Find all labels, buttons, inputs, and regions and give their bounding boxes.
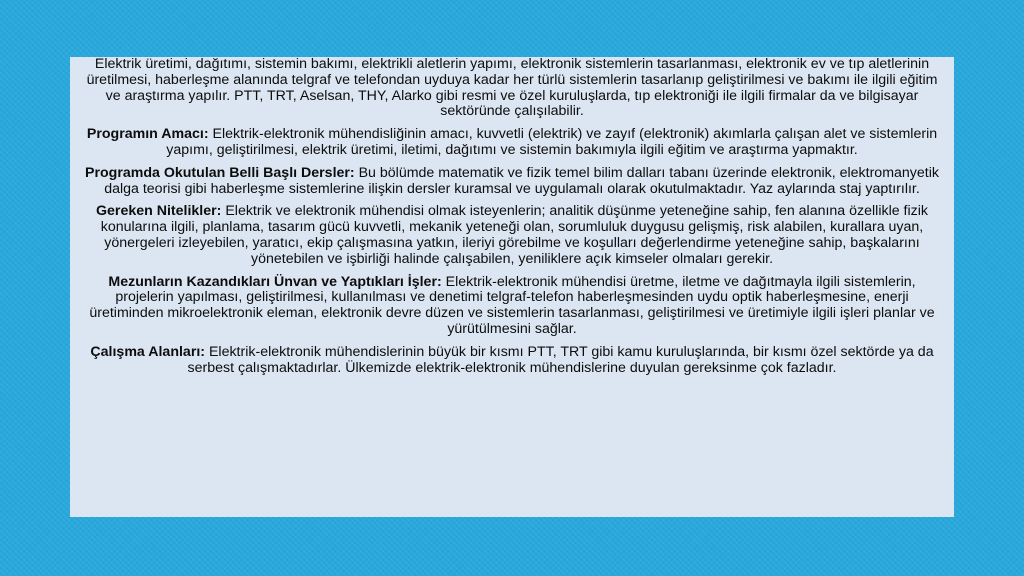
- paragraph-text: Bu bölümde matematik ve fizik temel bilim dalları tabanı üzerinde elektronik, elektromanyetik dalga teorisi gibi haberleşme sistemlerine ilişkin dersler kuramsal ve uygulamalı olarak okutulmaktadır. Yaz aylarında staj yaptırılır.: [104, 164, 939, 197]
- paragraph-text: Elektrik ve elektronik mühendisi olmak isteyenlerin; analitik düşünme yeteneğine sahip, fen alanına özellikle fizik konularına ilgili, planlama, tasarım gücü kuvvetli, mekanik yeteneği olan, sorumluluk duygusu gelişmiş, risk alabilen, kurallara uyan, yönergeleri izleyebilen, yaratıcı, ekip çalışmasına yatkın, ileriyi görebilme ve koşulları değerlendirme yeteneğine sahip, başkalarını yönetebilen ve işbirliği halinde çalışabilen, yeniliklere açık kimseler olmaları gerekir.: [100, 203, 928, 267]
- paragraph-heading: Gereken Nitelikler:: [96, 203, 222, 220]
- intro-paragraph: [78, 57, 946, 120]
- paragraph-text: Elektrik-elektronik mühendisliğinin amacı, kuvvetli (elektrik) ve zayıf (elektronik) akımlarla çalışan alet ve sistemlerin yapımı, geliştirilmesi, elektrik üretimi, iletimi, dağıtımı ve sistemin bakımıyla ilgili eğitim ve araştırma yapmaktır.: [166, 126, 938, 158]
- paragraph-heading: Çalışma Alanları:: [90, 343, 206, 360]
- paragraph-text: Elektrik üretimi, dağıtımı, sistemin bakımı, elektrikli aletlerin yapımı, elektronik sistemlerin tasarlanması, elektronik ev ve tıp aletlerinin üretilmesi, haberleşme alanında telgraf ve telefondan uyduya kadar her türlü sistemlerin tasarlanıp geliştirilmesi ve bakımı ile ilgili eğitim ve araştırma yapılır. PTT, TRT, Aselsan, THY, Alarko gibi resmi ve özel kuruluşlarda, tıp elektroniği ile ilgili firmalar da ve bilgisayar sektöründe çalışılabilir.: [86, 57, 938, 120]
- work-areas-paragraph: [78, 345, 946, 377]
- paragraph-text: Elektrik-elektronik mühendislerinin büyük bir kısmı PTT, TRT gibi kamu kuruluşlarında, bir kısmı özel sektörde ya da serbest çalışmaktadırlar. Ülkemizde elektrik-elektronik mühendislerine duyulan gereksinme çok fazladır.: [187, 343, 934, 376]
- program-purpose-paragraph: [78, 127, 946, 159]
- paragraph-heading: Programda Okutulan Belli Başlı Dersler:: [85, 164, 355, 181]
- paragraph-heading: Programın Amacı:: [86, 126, 209, 143]
- courses-paragraph: [78, 166, 946, 198]
- paragraph-heading: Mezunların Kazandıkları Ünvan ve Yaptıkları İşler:: [108, 273, 442, 290]
- content-panel: [70, 57, 954, 517]
- graduates-paragraph: [78, 275, 946, 338]
- requirements-paragraph: [78, 204, 946, 267]
- paragraph-text: Elektrik-elektronik mühendisi üretme, iletme ve dağıtmayla ilgili sistemlerin, projelerin yapılması, geliştirilmesi, kullanılması ve denetimi telgraf-telefon haberleşmesinden uydu optik haberleşmesine, enerji üretiminden mikroelektronik eleman, elektronik devre düzen ve sistemlerin tasarlanması, geliştirilmesi ve üretimiyle ilgili işleri planlar ve yürütülmesini sağlar.: [89, 273, 935, 337]
